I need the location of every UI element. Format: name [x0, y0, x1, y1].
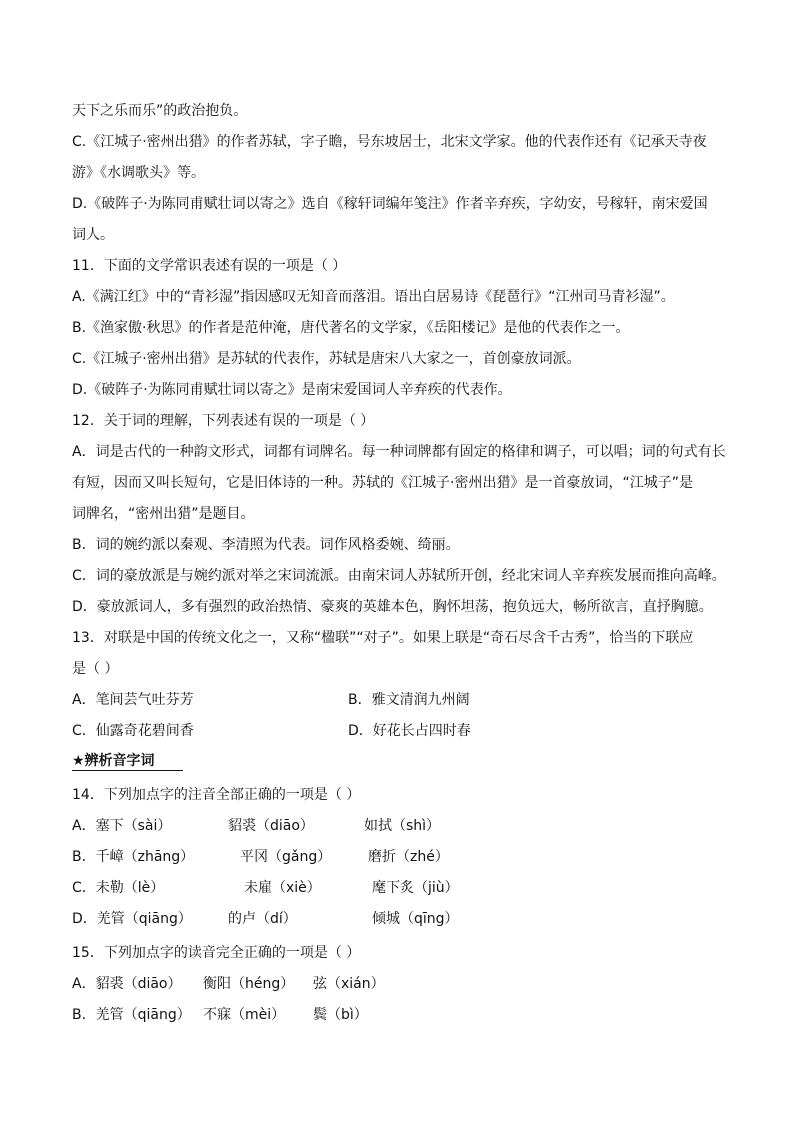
text-line: 游》《水调歌头》等。: [72, 165, 205, 181]
question-11-stem: 11．下面的文学常识表述有误的一项是（ ）: [72, 258, 347, 274]
q14-d-2: 的卢（dí）: [228, 911, 297, 927]
q11-option-c: C.《江城子·密州出猎》是苏轼的代表作，苏轼是唐宋八大家之一，首创豪放词派。: [72, 351, 581, 367]
q14-b-2: 平冈（gǎng）: [240, 849, 332, 865]
q15-a-2: 衡阳（héng）: [203, 976, 295, 992]
q14-c-1: C．未勒（lè）: [72, 880, 165, 896]
q13-option-a: A．笔间芸气吐芬芳: [72, 692, 194, 708]
q12-option-a-cont: 词牌名，“密州出猎”是题目。: [72, 506, 255, 522]
text-line: C.《江城子·密州出猎》的作者苏轼，字子瞻，号东坡居士，北宋文学家。他的代表作还有《记承天寺夜: [72, 134, 707, 150]
q14-d-1: D．羌管（qiāng）: [72, 911, 192, 927]
q14-c-3: 麾下炙（jiù）: [372, 880, 459, 896]
q12-option-a: A．词是古代的一种韵文形式，词都有词牌名。每一种词牌都有固定的格律和调子，可以唱；词的句式有长: [72, 444, 726, 460]
q12-option-c: C．词的豪放派是与婉约派对举之宋词流派。由南宋词人苏轼所开创，经北宋词人辛弃疾发展而推向高峰。: [72, 568, 726, 584]
q12-option-b: B．词的婉约派以秦观、李清照为代表。词作风格委婉、绮丽。: [72, 537, 460, 553]
q14-b-3: 磨折（zhé）: [368, 849, 449, 865]
q13-option-b: B．雅文清润九州阔: [348, 692, 470, 708]
q15-a-1: A．貂裘（diāo）: [72, 976, 182, 992]
q13-option-d: D．好花长占四时春: [348, 723, 471, 739]
question-13-stem: 13．对联是中国的传统文化之一，又称“楹联”“对子”。如果上联是“奇石尽含千古秀”，恰当的下联应: [72, 630, 694, 646]
q11-option-d: D.《破阵子·为陈同甫赋壮词以寄之》是南宋爱国词人辛弃疾的代表作。: [72, 382, 512, 398]
q11-option-b: B.《渔家傲·秋思》的作者是范仲淹，唐代著名的文学家，《岳阳楼记》是他的代表作之一。: [72, 320, 630, 336]
q14-a-1: A．塞下（sài）: [72, 818, 172, 834]
text-line: D.《破阵子·为陈同甫赋壮词以寄之》选自《稼轩词编年笺注》作者辛弃疾，字幼安，号稼轩，南宋爱国: [72, 196, 708, 212]
question-12-stem: 12．关于词的理解，下列表述有误的一项是（ ）: [72, 413, 375, 429]
q15-b-3: 鬓（bì）: [313, 1007, 368, 1023]
q15-b-2: 不寐（mèi）: [203, 1007, 286, 1023]
q15-b-1: B．羌管（qiāng）: [72, 1007, 191, 1023]
q15-a-3: 弦（xián）: [313, 976, 385, 992]
text-line: 天下之乐而乐”的政治抱负。: [72, 103, 248, 119]
q12-option-d: D．豪放派词人，多有强烈的政治热情、豪爽的英雄本色，胸怀坦荡，抱负远大，畅所欲言，直抒胸臆。: [72, 599, 713, 615]
q11-option-a: A.《满江红》中的“青衫湿”指因感叹无知音而落泪。语出白居易诗《琵琶行》“江州司马青衫湿”。: [72, 289, 675, 305]
q12-option-a-cont: 有短，因而又叫长短句，它是旧体诗的一种。苏轼的《江城子·密州出猎》是一首豪放词，“江城子”是: [72, 475, 693, 491]
question-14-stem: 14．下列加点字的注音全部正确的一项是（ ）: [72, 787, 361, 803]
question-13-stem-cont: 是（ ）: [72, 661, 119, 677]
question-15-stem: 15．下列加点字的读音完全正确的一项是（ ）: [72, 945, 361, 961]
q14-c-2: 未雇（xiè）: [244, 880, 321, 896]
text-line: 词人。: [72, 227, 114, 243]
q14-d-3: 倾城（qīng）: [372, 911, 459, 927]
q14-a-2: 貂裘（diāo）: [228, 818, 314, 834]
section-title: ★辨析音字词: [72, 752, 183, 771]
q14-a-3: 如拭（shì）: [364, 818, 441, 834]
q13-option-c: C．仙露奇花碧间香: [72, 723, 194, 739]
q14-b-1: B．千嶂（zhāng）: [72, 849, 195, 865]
